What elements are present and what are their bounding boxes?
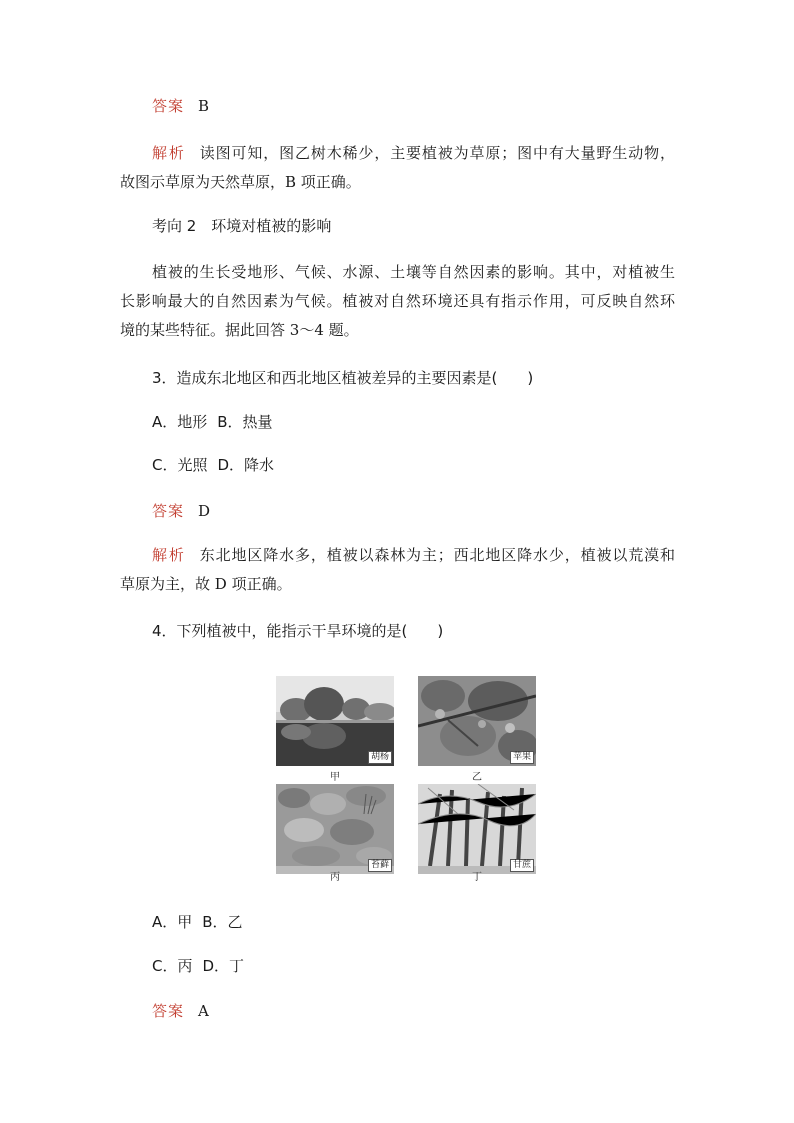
q2-analysis <box>120 139 675 197</box>
photo-caption: 甲 <box>330 772 340 783</box>
moss-image <box>276 784 394 866</box>
photo-label: 甘蔗 <box>510 859 534 872</box>
q4-option-d[interactable]: D．丁 <box>202 957 245 975</box>
q3-stem-block <box>120 364 675 393</box>
answer-value: B <box>198 97 210 115</box>
photo-caption: 乙 <box>472 772 482 783</box>
photo-caption: 丁 <box>472 872 482 883</box>
photo-label: 苔藓 <box>368 859 392 872</box>
intro-line2: 长影响最大的自然因素为气候。植被对自然环境还具有指示作用，可反映自然环 <box>120 292 675 310</box>
analysis-text-line1: 读图可知，图乙树木稀少，主要植被为草原；图中有大量野生动物， <box>199 144 675 162</box>
q4-stem: 4．下列植被中，能指示干旱环境的是( ) <box>152 622 444 640</box>
photo-populus-euphratica <box>276 676 394 766</box>
analysis-text-line2: 草原为主，故 D 项正确。 <box>120 575 292 593</box>
analysis-label: 解析 <box>152 144 186 162</box>
section-title: 考向 2 环境对植被的影响 <box>152 217 332 235</box>
q3-option-c[interactable]: C．光照 <box>152 456 208 474</box>
q3-option-a[interactable]: A．地形 <box>152 413 208 431</box>
intro-paragraph <box>120 258 675 345</box>
q3-answer <box>120 497 675 526</box>
answer-value: A <box>198 1002 209 1020</box>
q3-options-row2 <box>120 451 675 480</box>
photo-label: 苹果 <box>510 751 534 764</box>
analysis-text-line2: 故图示草原为天然草原，B 项正确。 <box>120 173 361 191</box>
q2-answer <box>120 92 675 121</box>
q4-option-b[interactable]: B．乙 <box>202 913 243 931</box>
q4-option-c[interactable]: C．丙 <box>152 957 193 975</box>
answer-label: 答案 <box>152 502 185 520</box>
photo-caption: 丙 <box>330 872 340 883</box>
photo-apple <box>418 676 536 766</box>
vegetation-figure <box>276 676 552 883</box>
q4-option-a[interactable]: A．甲 <box>152 913 193 931</box>
answer-label: 答案 <box>152 1002 185 1020</box>
answer-label: 答案 <box>152 97 185 115</box>
photo-moss <box>276 784 394 874</box>
intro-line1: 植被的生长受地形、气候、水源、土壤等自然因素的影响。其中，对植被生 <box>152 263 675 281</box>
q3-option-b[interactable]: B．热量 <box>217 413 273 431</box>
intro-line3: 境的某些特征。据此回答 3～4 题。 <box>120 321 359 339</box>
photo-sugarcane <box>418 784 536 874</box>
answer-value: D <box>198 502 211 520</box>
sugarcane-image <box>418 784 536 866</box>
q3-stem: 3．造成东北地区和西北地区植被差异的主要因素是( ) <box>152 369 534 387</box>
q3-option-d[interactable]: D．降水 <box>217 456 275 474</box>
q4-answer <box>120 997 675 1026</box>
analysis-label: 解析 <box>152 546 186 564</box>
q4-stem-block <box>120 617 675 646</box>
q3-options-row1 <box>120 408 675 437</box>
photo-label: 胡杨 <box>368 751 392 764</box>
section-heading <box>120 212 675 241</box>
q3-analysis <box>120 541 675 599</box>
q4-options-row1 <box>120 908 675 937</box>
q4-options-row2 <box>120 952 675 981</box>
analysis-text-line1: 东北地区降水多，植被以森林为主；西北地区降水少，植被以荒漠和 <box>199 546 675 564</box>
